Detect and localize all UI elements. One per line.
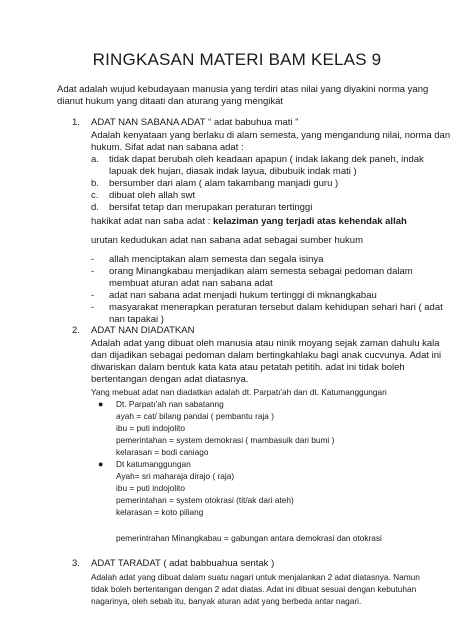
group-line: kelarasan = koto piliang — [116, 507, 204, 517]
list-item-line: dibuat oleh allah swt — [109, 190, 196, 201]
dash-marker: - — [91, 266, 95, 277]
section-2-para-line: dan dijadikan sebagai pedoman dalam bertingkahlaku bagi anak cucvunya. Adat ini — [91, 350, 442, 361]
section-3-heading: ADAT TARADAT ( adat babbuahua sentak ) — [91, 558, 275, 569]
intro-line-2: dianut hukum yang ditaati dan aturang yang mengikat — [57, 96, 284, 107]
section-1-heading: ADAT NAN SABANA ADAT “ adat babuhua mati ” — [91, 117, 299, 128]
page-title: RINGKASAN MATERI BAM KELAS 9 — [92, 50, 382, 69]
list-marker: c. — [91, 190, 99, 201]
dash-item-line: membuat aturan adat nan sabana adat — [109, 278, 273, 289]
dash-marker: - — [91, 290, 95, 301]
urutan-line: urutan kedudukan adat nan sabana adat sebagai sumber hukum — [91, 235, 364, 246]
intro-line-1: Adat adalah wujud kebudayaan manusia yang terdiri atas nilai yang diyakini norma yang — [57, 84, 429, 95]
dash-item-line: allah menciptakan alam semesta dan segala isinya — [109, 254, 324, 265]
list-item-line: bersifat tetap dan merupakan peraturan tertinggi — [109, 202, 313, 213]
hakikat-bold: kelaziman yang terjadi atas kehendak allah — [213, 216, 407, 227]
section-2-number: 2. — [72, 325, 80, 336]
group-heading: Dt. Parpatı'ah nan sabatanng — [116, 399, 224, 409]
group-line: ibu = puti indojolito — [116, 483, 185, 493]
list-item-line: bersumber dari alam ( alam takambang manjadi guru ) — [109, 178, 339, 189]
yang-mebuat-line: Yang mebuat adat nan diadatkan adalah dt. Parpatı'ah dan dt. Katumanggungan — [91, 387, 387, 397]
list-marker: a. — [91, 154, 99, 165]
group-line: pemerintahan = system otokrasi (tit/ak dari ateh) — [116, 495, 294, 505]
pemerintahan-line: pemerintrahan Minangkabau = gabungan antara demokrasi dan otokrasi — [116, 533, 382, 543]
list-marker: b. — [91, 178, 99, 189]
section-1-para-line: Adalah kenyataan yang berlaku di alam semesta, yang mengandung nilai, norma dan — [91, 130, 451, 141]
list-item-line: lapuak dek hujan, diasak indak layua, dibubuik indak mati ) — [109, 166, 357, 177]
dash-item-line: nan tapakai ) — [109, 314, 164, 325]
section-3-para-line: nagarinya, oleh sebab itu, banyak aturan adat yang berbeda antar nagari. — [91, 596, 362, 606]
dash-marker: - — [91, 254, 95, 265]
dash-item-line: masyarakat menerapkan peraturan tersebut dalam kehidupan sehari hari ( adat — [109, 302, 443, 313]
dash-item-line: orang Minangkabau menjadikan alam semesta sebagai pedoman dalam — [109, 266, 413, 277]
bullet-icon: ● — [98, 459, 104, 469]
group-line: Ayah= sri maharaja dirajo ( raja) — [116, 471, 235, 481]
group-line: pemerintahan = system demokrasi ( mambasuik dari bumi ) — [116, 435, 335, 445]
section-2-heading: ADAT NAN DIADATKAN — [91, 325, 195, 336]
group-line: kelarasan = bodi caniago — [116, 447, 209, 457]
section-2-para-line: bertentangan dengan adat diatasnya. — [91, 374, 249, 385]
hakikat-line — [91, 216, 407, 228]
section-2-para-line: Adalah adat yang dibuat oleh manusia atau ninik moyang sejak zaman dahulu kala — [91, 338, 440, 349]
dash-item-line: adat nan sabana adat menjadi hukum tertinggi di mknangkabau — [109, 290, 377, 301]
group-line: ibu = puti indojolito — [116, 423, 185, 433]
section-3-number: 3. — [72, 558, 80, 569]
dash-marker: - — [91, 302, 95, 313]
group-line: ayah = cat/ bilang pandai ( pembantu raja ) — [116, 411, 274, 421]
group-heading: Dt katumanggungan — [116, 459, 191, 469]
section-3-para-line: tidak boleh bertentangan dengan 2 adat diatas. Adat ini dibuat sesuai dengan kebutuhan — [91, 584, 417, 594]
bullet-icon: ● — [98, 399, 104, 409]
section-3-para-line: Adalah adat yang dibuat dalam suatu nagari untuk menjalankan 2 adat diatasnya. Namun — [91, 572, 420, 582]
section-1-number: 1. — [72, 117, 80, 128]
hakikat-prefix: hakikat adat nan saba adat : — [91, 216, 214, 227]
list-item-line: tidak dapat berubah oleh keadaan apapun ( indak lakang dek paneh, indak — [109, 154, 424, 165]
section-2-para-line: diwariskan dalam bentuk kata kata atau petatah petitih. adat ini tidak boleh — [91, 362, 405, 373]
section-1-para-line: hukum. Sifat adat nan sabana adat : — [91, 142, 244, 153]
list-marker: d. — [91, 202, 99, 213]
